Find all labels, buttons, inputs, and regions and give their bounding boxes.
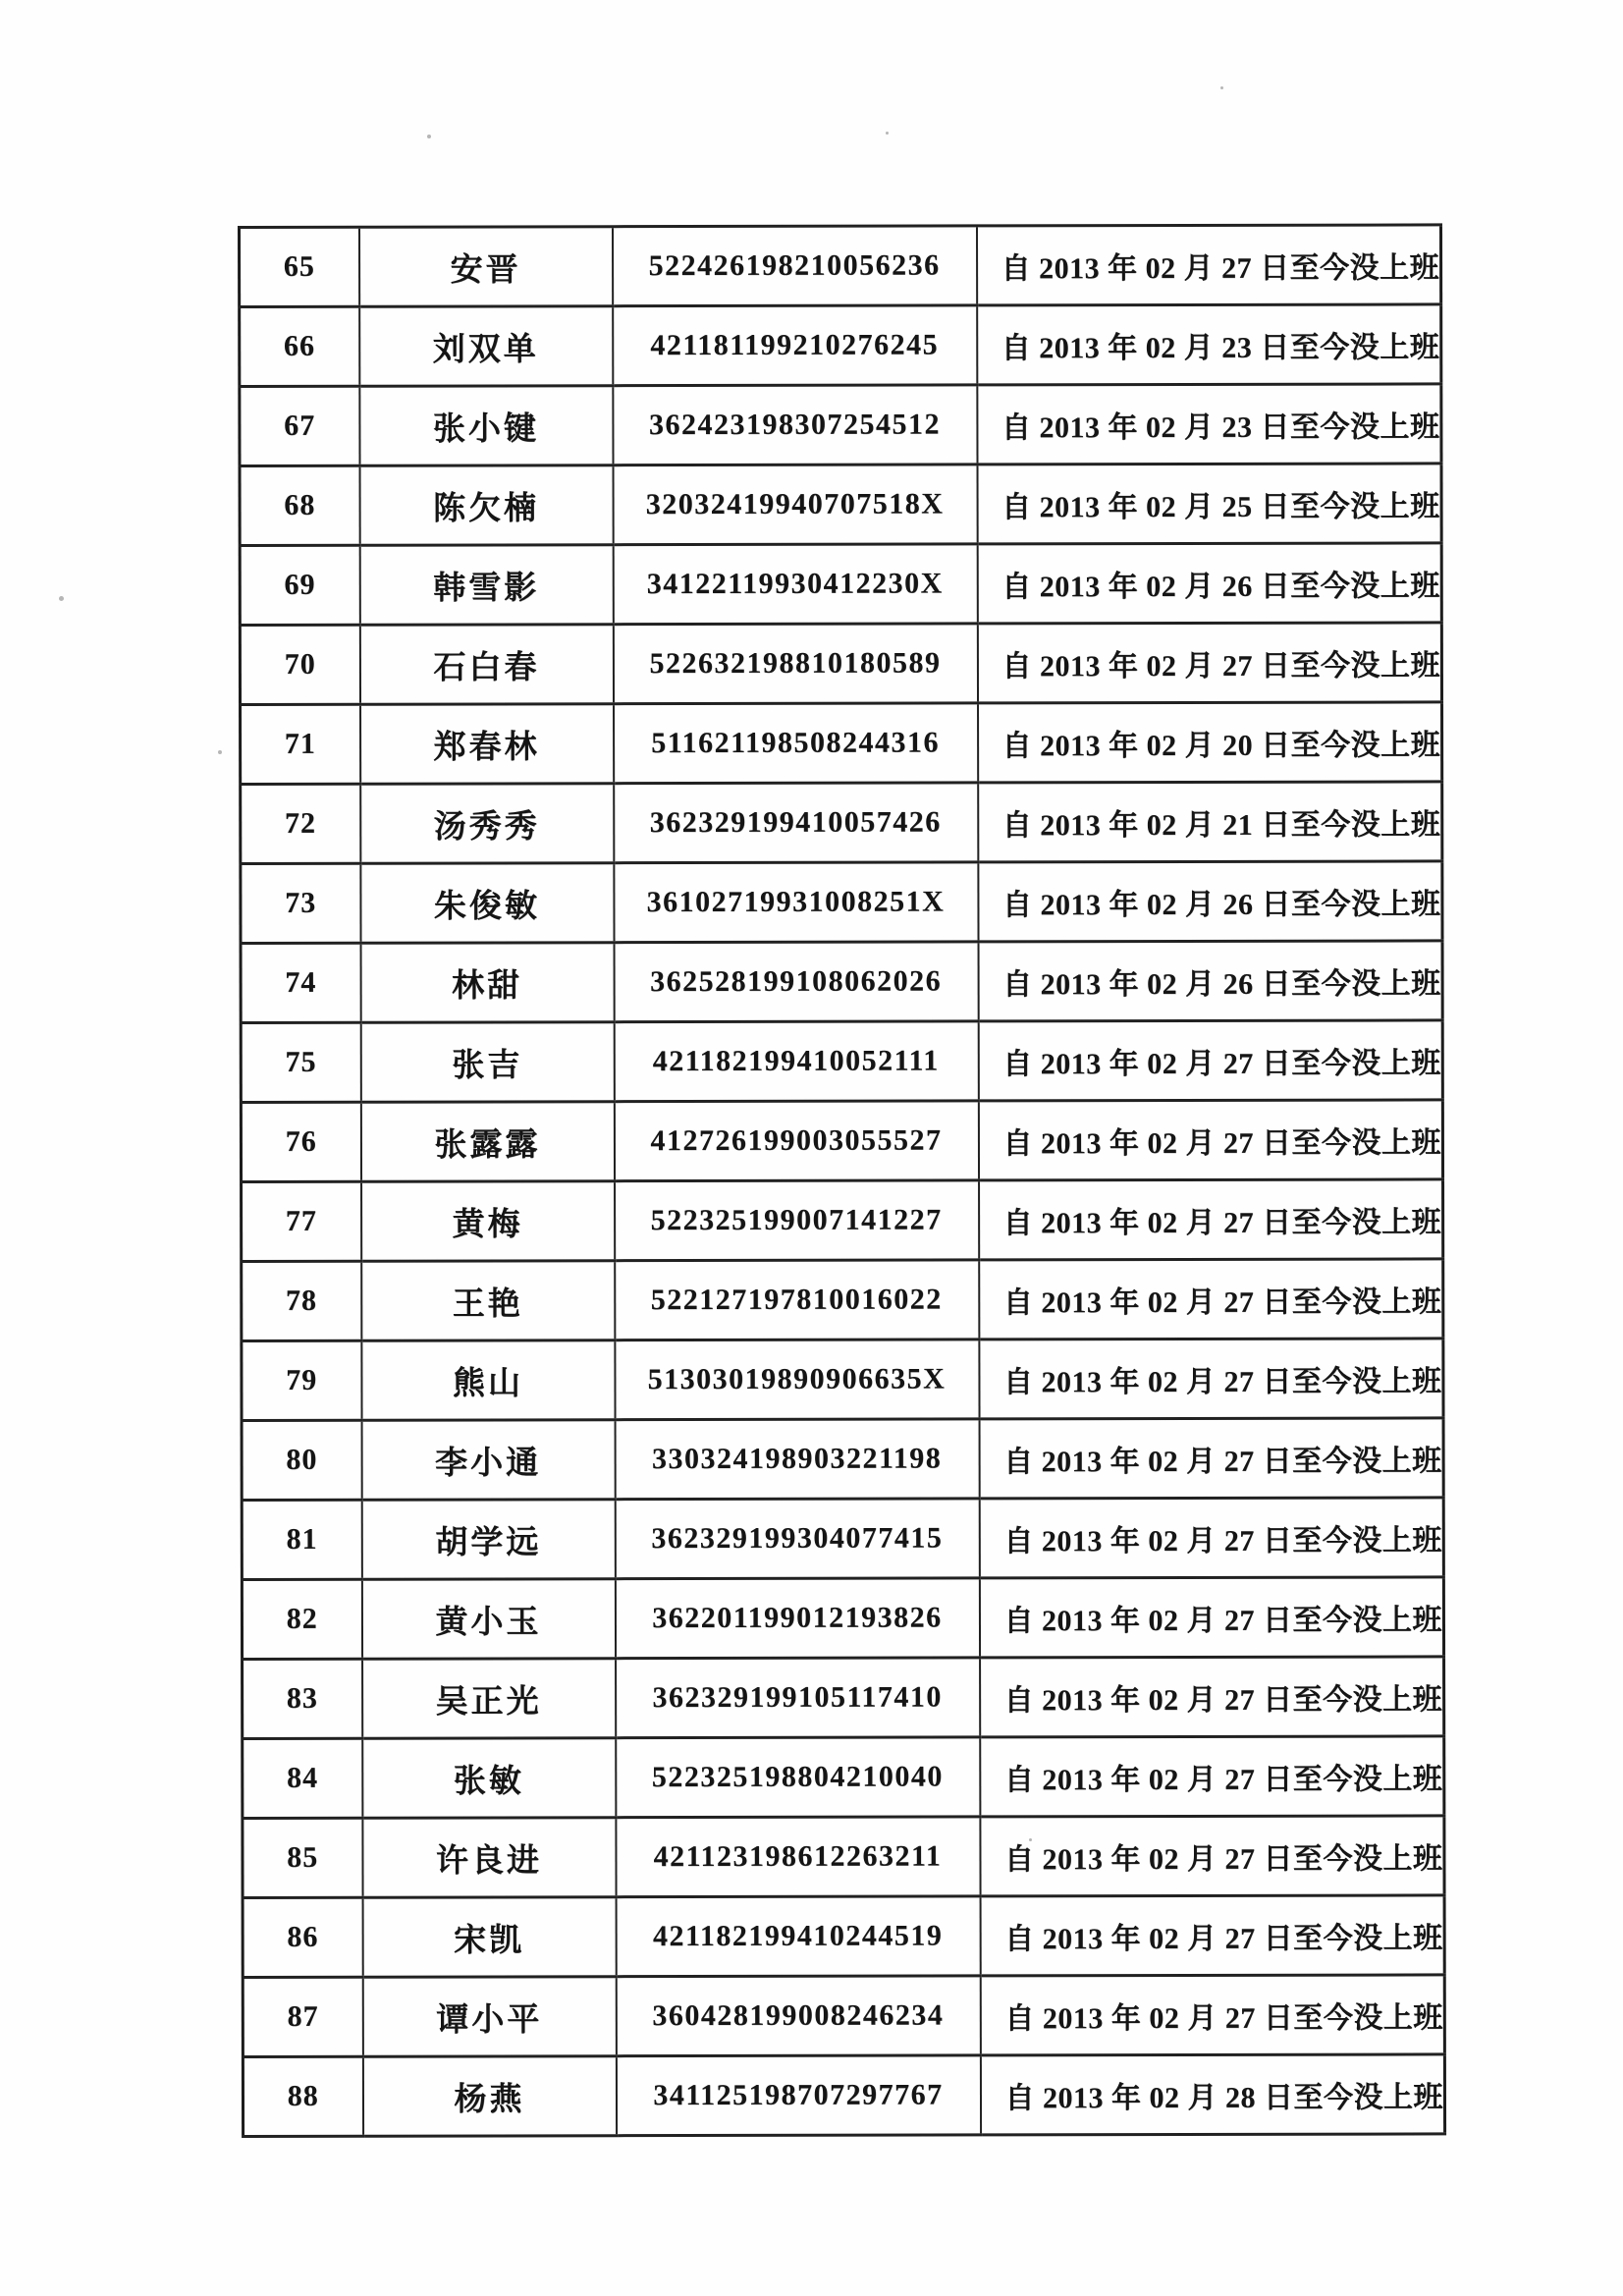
employee-name-cell: 张露露 — [360, 1102, 614, 1182]
table-row — [240, 543, 1441, 626]
employee-name-cell: 郑春林 — [360, 704, 614, 785]
table-row — [241, 941, 1442, 1023]
id-number-cell: 36102719931008251X — [614, 862, 978, 943]
employee-name-cell: 黄梅 — [361, 1181, 615, 1262]
table-row — [241, 1020, 1442, 1103]
table-row — [240, 623, 1441, 705]
row-number-cell: 72 — [241, 784, 360, 863]
absence-status-cell: 自 2013 年 02 月 20 日至今没上班 — [978, 702, 1442, 783]
scan-noise-speck — [427, 135, 431, 138]
id-number-cell: 51303019890906635X — [615, 1339, 979, 1420]
employee-name-cell: 杨燕 — [362, 2056, 616, 2137]
id-number-cell: 421123198612263211 — [616, 1817, 980, 1897]
employee-name-cell: 林甜 — [360, 943, 614, 1023]
row-number-cell: 86 — [243, 1897, 362, 1977]
table-row — [241, 702, 1442, 785]
id-number-cell: 522426198210056236 — [613, 226, 977, 306]
table-row — [243, 1736, 1444, 1819]
scan-noise-speck — [1029, 1838, 1032, 1841]
row-number-cell: 76 — [241, 1102, 360, 1181]
absence-status-cell: 自 2013 年 02 月 27 日至今没上班 — [980, 1657, 1444, 1737]
row-number-cell: 83 — [243, 1659, 362, 1738]
id-number-cell: 362528199108062026 — [614, 942, 978, 1022]
row-number-cell: 75 — [241, 1022, 360, 1102]
table-row — [243, 1895, 1444, 1978]
id-number-cell: 522632198810180589 — [613, 624, 977, 704]
employee-name-cell: 张吉 — [360, 1022, 614, 1103]
id-number-cell: 330324198903221198 — [615, 1419, 979, 1500]
employee-name-cell: 李小通 — [361, 1420, 615, 1501]
scan-noise-speck — [1220, 86, 1223, 89]
absence-status-cell: 自 2013 年 02 月 28 日至今没上班 — [980, 2054, 1444, 2135]
table-row — [241, 861, 1442, 944]
row-number-cell: 65 — [240, 227, 359, 306]
absence-status-cell: 自 2013 年 02 月 26 日至今没上班 — [978, 941, 1442, 1021]
row-number-cell: 77 — [242, 1181, 361, 1261]
employee-name-cell: 石白春 — [359, 625, 613, 705]
absence-status-cell: 自 2013 年 02 月 23 日至今没上班 — [977, 304, 1441, 385]
id-number-cell: 362329199410057426 — [614, 783, 978, 863]
table-row — [243, 1657, 1444, 1739]
employee-name-cell: 陈欠楠 — [359, 465, 613, 546]
employee-name-cell: 张小键 — [359, 386, 613, 466]
row-number-cell: 71 — [241, 704, 360, 784]
table-row — [243, 1975, 1444, 2057]
table-row — [241, 782, 1442, 864]
employee-name-cell: 胡学远 — [361, 1500, 615, 1580]
table-row — [242, 1179, 1443, 1262]
absence-status-cell: 自 2013 年 02 月 26 日至今没上班 — [978, 861, 1442, 942]
absence-status-cell: 自 2013 年 02 月 21 日至今没上班 — [978, 782, 1442, 862]
absence-status-cell: 自 2013 年 02 月 27 日至今没上班 — [980, 1736, 1444, 1817]
absence-status-cell: 自 2013 年 02 月 27 日至今没上班 — [977, 623, 1441, 703]
absence-status-cell: 自 2013 年 02 月 27 日至今没上班 — [978, 1020, 1442, 1101]
table-row — [243, 1816, 1444, 1898]
employee-name-cell: 熊山 — [361, 1340, 615, 1421]
id-number-cell: 421181199210276245 — [613, 305, 977, 386]
employee-name-cell: 韩雪影 — [359, 545, 613, 626]
employee-name-cell: 刘双单 — [359, 306, 613, 387]
employee-name-cell: 安晋 — [359, 227, 613, 307]
id-number-cell: 421182199410052111 — [614, 1021, 978, 1102]
employee-name-cell: 黄小玉 — [361, 1579, 615, 1660]
scan-noise-speck — [59, 596, 64, 601]
id-number-cell: 34122119930412230X — [613, 544, 977, 625]
row-number-cell: 85 — [243, 1818, 362, 1897]
absence-status-cell: 自 2013 年 02 月 27 日至今没上班 — [979, 1498, 1443, 1578]
id-number-cell: 421182199410244519 — [616, 1896, 980, 1977]
absence-roster-table — [238, 223, 1446, 2138]
id-number-cell: 511621198508244316 — [614, 703, 978, 784]
roster-table-body — [240, 225, 1445, 2137]
id-number-cell: 362423198307254512 — [613, 385, 977, 465]
row-number-cell: 67 — [240, 386, 359, 465]
employee-name-cell: 谭小平 — [362, 1977, 616, 2057]
employee-name-cell: 朱俊敏 — [360, 863, 614, 944]
row-number-cell: 66 — [240, 306, 359, 386]
row-number-cell: 68 — [240, 465, 359, 545]
table-row — [242, 1577, 1443, 1660]
table-row — [242, 1498, 1443, 1580]
table-row — [240, 304, 1441, 387]
id-number-cell: 32032419940707518X — [613, 465, 977, 545]
table-row — [240, 384, 1441, 466]
absence-status-cell: 自 2013 年 02 月 27 日至今没上班 — [980, 1816, 1444, 1896]
employee-name-cell: 吴正光 — [362, 1659, 616, 1739]
id-number-cell: 362329199304077415 — [615, 1499, 979, 1579]
table-row — [241, 1100, 1442, 1182]
absence-status-cell: 自 2013 年 02 月 27 日至今没上班 — [979, 1179, 1443, 1260]
table-row — [240, 225, 1441, 307]
absence-status-cell: 自 2013 年 02 月 27 日至今没上班 — [977, 225, 1441, 305]
row-number-cell: 79 — [242, 1340, 361, 1420]
absence-status-cell: 自 2013 年 02 月 27 日至今没上班 — [978, 1100, 1442, 1180]
table-row — [242, 1418, 1443, 1501]
absence-status-cell: 自 2013 年 02 月 27 日至今没上班 — [979, 1259, 1443, 1339]
scan-noise-speck — [218, 750, 222, 754]
employee-name-cell: 张敏 — [362, 1738, 616, 1819]
table-row — [240, 464, 1441, 546]
scan-noise-speck — [886, 132, 889, 135]
employee-name-cell: 许良进 — [362, 1818, 616, 1898]
row-number-cell: 87 — [243, 1977, 362, 2056]
employee-name-cell: 汤秀秀 — [360, 784, 614, 864]
absence-status-cell: 自 2013 年 02 月 27 日至今没上班 — [979, 1339, 1443, 1419]
row-number-cell: 74 — [241, 943, 360, 1022]
row-number-cell: 73 — [241, 863, 360, 943]
id-number-cell: 522127197810016022 — [615, 1260, 979, 1340]
employee-name-cell: 宋凯 — [362, 1897, 616, 1978]
id-number-cell: 522325199007141227 — [615, 1180, 979, 1261]
row-number-cell: 82 — [242, 1579, 361, 1659]
row-number-cell: 70 — [240, 625, 359, 704]
id-number-cell: 360428199008246234 — [616, 1976, 980, 2056]
absence-status-cell: 自 2013 年 02 月 27 日至今没上班 — [980, 1975, 1444, 2055]
row-number-cell: 84 — [243, 1738, 362, 1818]
id-number-cell: 362201199012193826 — [615, 1578, 979, 1659]
absence-status-cell: 自 2013 年 02 月 26 日至今没上班 — [977, 543, 1441, 624]
id-number-cell: 362329199105117410 — [616, 1658, 980, 1738]
absence-status-cell: 自 2013 年 02 月 27 日至今没上班 — [979, 1418, 1443, 1499]
row-number-cell: 69 — [240, 545, 359, 625]
table-row — [243, 2054, 1444, 2137]
row-number-cell: 88 — [243, 2056, 362, 2136]
id-number-cell: 412726199003055527 — [614, 1101, 978, 1181]
employee-name-cell: 王艳 — [361, 1261, 615, 1341]
absence-status-cell: 自 2013 年 02 月 25 日至今没上班 — [977, 464, 1441, 544]
row-number-cell: 78 — [242, 1261, 361, 1340]
table-row — [242, 1259, 1443, 1341]
absence-status-cell: 自 2013 年 02 月 27 日至今没上班 — [979, 1577, 1443, 1658]
table-row — [242, 1339, 1443, 1421]
absence-status-cell: 自 2013 年 02 月 23 日至今没上班 — [977, 384, 1441, 465]
id-number-cell: 341125198707297767 — [616, 2055, 980, 2136]
id-number-cell: 522325198804210040 — [616, 1737, 980, 1818]
absence-status-cell: 自 2013 年 02 月 27 日至今没上班 — [980, 1895, 1444, 1976]
row-number-cell: 81 — [242, 1500, 361, 1579]
row-number-cell: 80 — [242, 1420, 361, 1500]
